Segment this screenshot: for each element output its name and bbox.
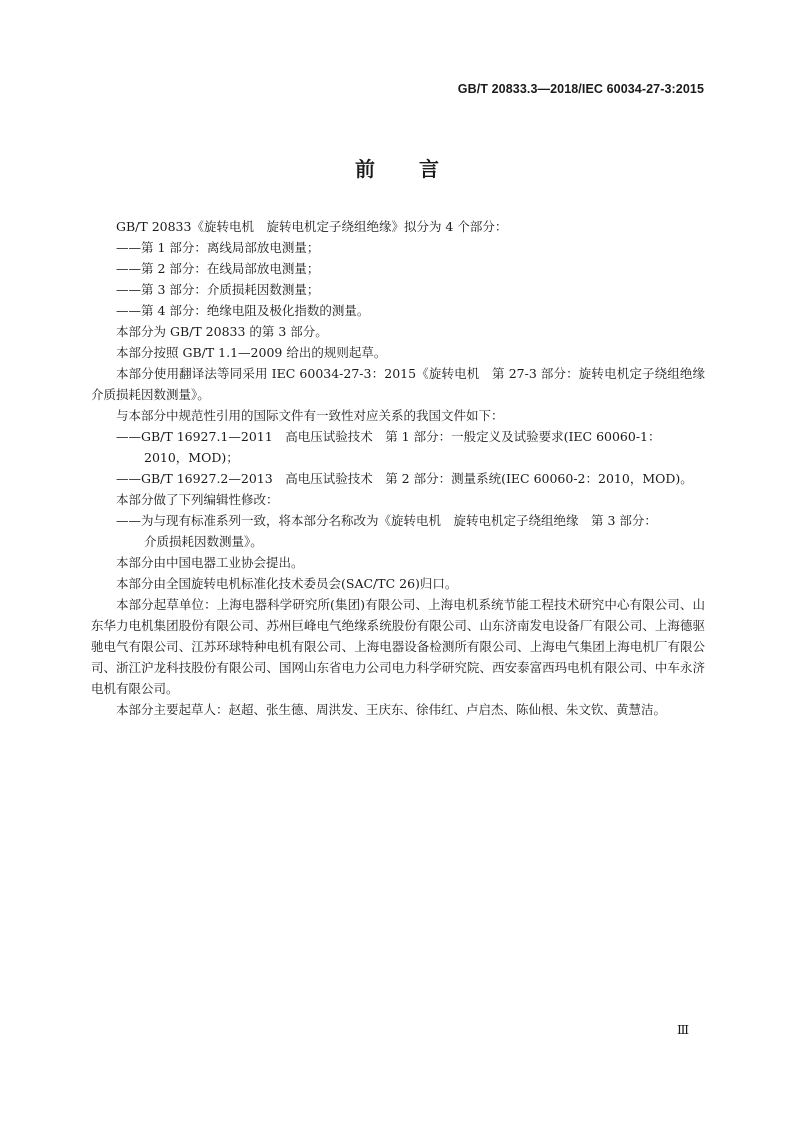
list-item-part-2: ——第 2 部分：在线局部放电测量；: [116, 261, 320, 276]
paragraph-drafting-rules: 本部分按照 GB/T 1.1—2009 给出的规则起草。: [116, 345, 387, 360]
list-item-continuation: 介质损耗因数测量》。: [144, 534, 263, 549]
paragraph-drafting-units: 本部分起草单位：上海电器科学研究所(集团)有限公司、上海电机系统节能工程技术研究中心有限公司、山东华力电机集团股份有限公司、苏州巨峰电气绝缘系统股份有限公司、山东济南发电设备厂有限公司、上海德驱驰电气有限公司、江苏环球特种电机有限公司、上海电器设备检测所有限公司、上海电气集团上海电机厂有限公司、浙江沪龙科技股份有限公司、国网山东省电力公司电力科学研究院、西安泰富西玛电机有限公司、中车永济电机有限公司。: [91, 597, 705, 696]
paragraph-edits-intro: 本部分做了下列编辑性修改：: [116, 492, 279, 507]
list-item-text: ——为与现有标准系列一致，将本部分名称改为《旋转电机 旋转电机定子绕组绝缘 第 3 部分：: [116, 513, 657, 528]
list-item-reference-1: [91, 426, 705, 468]
paragraph-proposer: 本部分由中国电器工业协会提出。: [116, 555, 304, 570]
foreword-body: [91, 216, 718, 720]
list-item-part-4: ——第 4 部分：绝缘电阻及极化指数的测量。: [116, 303, 370, 318]
page-number: Ⅲ: [676, 1022, 689, 1037]
list-item-part-1: ——第 1 部分：离线局部放电测量；: [116, 240, 320, 255]
paragraph-drafters: 本部分主要起草人：赵超、张生德、周洪发、王庆东、徐伟红、卢启杰、陈仙根、朱文钦、黄慧洁。: [116, 702, 667, 717]
paragraph-part-statement: 本部分为 GB/T 20833 的第 3 部分。: [116, 324, 328, 339]
paragraph-reference-intro: 与本部分中规范性引用的国际文件有一致性对应关系的我国文件如下：: [116, 408, 504, 423]
paragraph-intro: GB/T 20833《旋转电机 旋转电机定子绕组绝缘》拟分为 4 个部分：: [116, 219, 508, 234]
list-item-text: ——GB/T 16927.1—2011 高电压试验技术 第 1 部分：一般定义及试验要求(IEC 60060-1：: [116, 429, 661, 444]
list-item-edit-1: [91, 510, 705, 552]
list-item-part-3: ——第 3 部分：介质损耗因数测量；: [116, 282, 320, 297]
paragraph-translation: 本部分使用翻译法等同采用 IEC 60034-27-3：2015《旋转电机 第 27-3 部分：旋转电机定子绕组绝缘 介质损耗因数测量》。: [91, 366, 718, 402]
paragraph-committee: 本部分由全国旋转电机标准化技术委员会(SAC/TC 26)归口。: [116, 576, 458, 591]
list-item-continuation: 2010，MOD)；: [144, 450, 239, 465]
standard-code-header: GB/T 20833.3—2018/IEC 60034-27-3:2015: [457, 82, 704, 96]
page-title: 前言: [355, 157, 483, 181]
list-item-reference-2: ——GB/T 16927.2—2013 高电压试验技术 第 2 部分：测量系统(IEC 60060-2：2010，MOD)。: [116, 471, 693, 486]
